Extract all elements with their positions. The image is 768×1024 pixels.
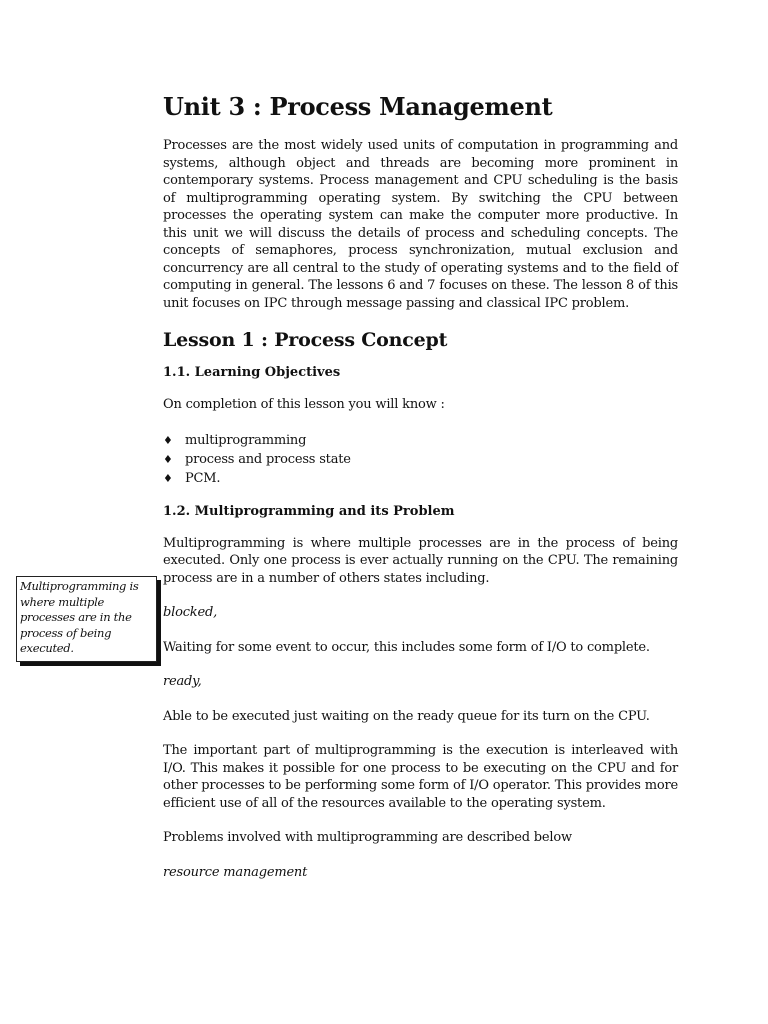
diamond-bullet-icon: ♦ <box>163 452 173 466</box>
list-item <box>163 431 678 450</box>
intro-paragraph: Processes are the most widely used units of computation in programming and systems, although object and threads are becoming more prominent in contemporary systems. Process management and CPU scheduling is the basis of multiprogramming operating system. By switching the CPU between processes the operating system can make the computer more productive. In this unit we will discuss the details of process and scheduling concepts. The concepts of semaphores, process synchronization, mutual exclusion and concurrency are all central to the study of operating systems and to the field of computing in general. The lessons 6 and 7 focuses on these. The lesson 8 of this unit focuses on IPC through message passing and classical IPC problem. <box>163 138 678 311</box>
definition-ready: Able to be executed just waiting on the ready queue for its turn on the CPU. <box>163 708 650 724</box>
interleaving-paragraph: The important part of multiprogramming is the execution is interleaved with I/O. This makes it possible for one process to be executing on the CPU and for other processes to be performing some form of I/O operator. This provides more efficient use of all of the resources available to the operating system. <box>163 743 678 811</box>
list-item <box>163 469 678 488</box>
document-page <box>163 92 678 898</box>
list-item-text: PCM. <box>185 470 221 486</box>
section-heading-multiprogramming: 1.2. Multiprogramming and its Problem <box>163 503 455 519</box>
term-blocked: blocked, <box>163 605 218 620</box>
objectives-list <box>163 431 678 488</box>
term-resource-management: resource management <box>163 864 308 880</box>
objectives-lead: On completion of this lesson you will know : <box>163 397 445 412</box>
section-heading-learning-objectives: 1.1. Learning Objectives <box>163 365 341 380</box>
list-item <box>163 450 678 469</box>
unit-title: Unit 3 : Process Management <box>163 92 553 121</box>
term-ready: ready, <box>163 674 202 689</box>
diamond-bullet-icon: ♦ <box>163 433 173 447</box>
multiprogramming-paragraph: Multiprogramming is where multiple processes are in the process of being executed. Only one process is ever actually running on the CPU. The remaining process are in a number of others states including. <box>163 535 678 586</box>
list-item-text: multiprogramming <box>185 432 307 448</box>
list-item-text: process and process state <box>185 451 351 467</box>
margin-note: Multiprogramming is where multiple processes are in the process of being executed. <box>16 576 157 662</box>
problems-paragraph: Problems involved with multiprogramming are described below <box>163 830 572 845</box>
diamond-bullet-icon: ♦ <box>163 471 173 485</box>
definition-blocked: Waiting for some event to occur, this includes some form of I/O to complete. <box>163 639 650 655</box>
lesson-title: Lesson 1 : Process Concept <box>163 329 448 351</box>
